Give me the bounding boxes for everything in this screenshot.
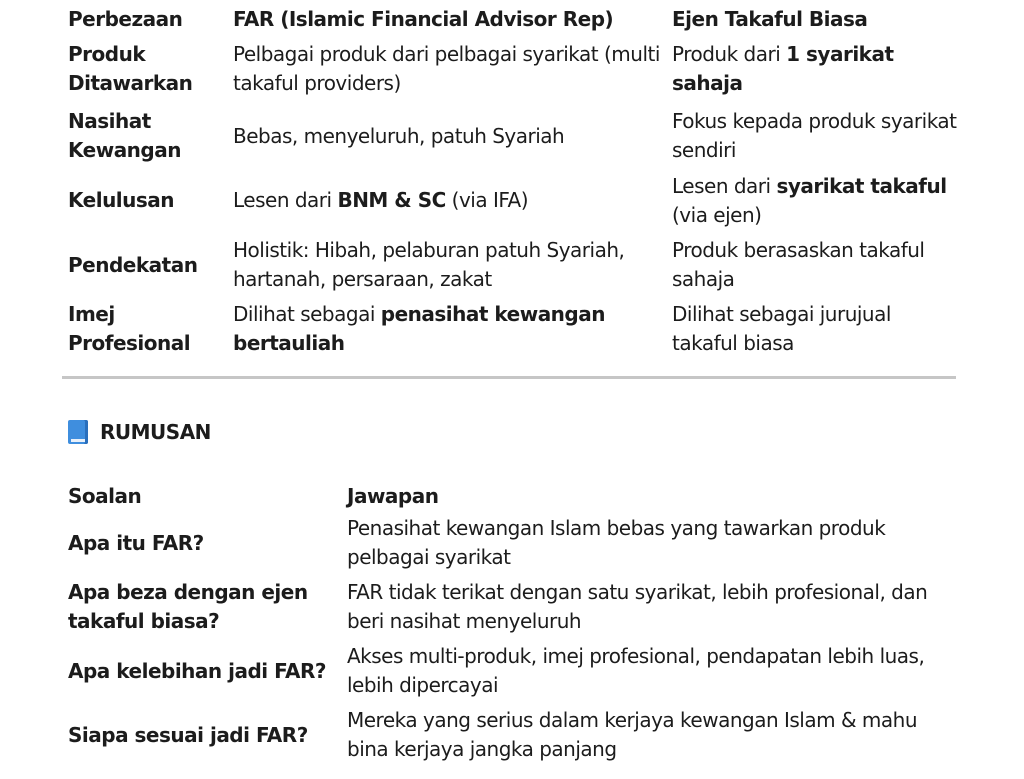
- header-ejen: Ejen Takaful Biasa: [672, 7, 868, 31]
- far-text: Lesen dari: [233, 188, 338, 212]
- answer-cell: Mereka yang serius dalam kerjaya kewangan Islam & mahu bina kerjaya jangka panjang: [347, 708, 917, 761]
- comparison-row-pendekatan: [68, 233, 958, 297]
- comparison-row-kelulusan: [68, 168, 958, 233]
- question-cell: Siapa sesuai jadi FAR?: [68, 722, 308, 747]
- ejen-cell: Produk berasaskan takaful sahaja: [672, 238, 925, 291]
- row-label: Kelulusan: [68, 188, 175, 212]
- far-bold-text: penasihat kewangan bertauliah: [233, 302, 605, 355]
- ejen-cell: [672, 172, 958, 230]
- header-perbezaan: Perbezaan: [68, 7, 183, 31]
- far-cell: [233, 300, 672, 358]
- comparison-table: [68, 5, 958, 361]
- answer-cell: Akses multi-produk, imej profesional, pendapatan lebih luas, lebih dipercayai: [347, 644, 925, 697]
- summary-table: [68, 481, 958, 767]
- comparison-header-row: [68, 5, 958, 34]
- ejen-text: Produk dari: [672, 42, 787, 66]
- header-jawapan: Jawapan: [347, 483, 439, 508]
- ejen-bold-text: syarikat takaful: [776, 173, 947, 198]
- comparison-row-nasihat: [68, 104, 958, 168]
- summary-row: [68, 703, 958, 767]
- blue-book-icon: [68, 420, 88, 444]
- far-bold-text: BNM & SC: [337, 188, 446, 212]
- ejen-text: Lesen dari: [672, 173, 777, 198]
- answer-cell: Penasihat kewangan Islam bebas yang tawarkan produk pelbagai syarikat: [347, 516, 886, 569]
- far-text: Dilihat sebagai: [233, 302, 381, 326]
- far-cell: Holistik: Hibah, pelaburan patuh Syariah, hartanah, persaraan, zakat: [233, 238, 625, 291]
- question-cell: Apa itu FAR?: [68, 530, 204, 555]
- summary-row: [68, 639, 958, 703]
- comparison-row-imej: [68, 297, 958, 361]
- ejen-text-post: (via ejen): [672, 202, 762, 227]
- comparison-row-produk: [68, 34, 958, 104]
- far-cell: Bebas, menyeluruh, patuh Syariah: [233, 123, 565, 148]
- ejen-cell: Fokus kepada produk syarikat sendiri: [672, 109, 957, 162]
- section-divider: [62, 376, 956, 379]
- ejen-cell: Dilihat sebagai jurujual takaful biasa: [672, 302, 891, 355]
- row-label: Imej Profesional: [68, 302, 191, 355]
- rumusan-title: RUMUSAN: [100, 420, 211, 444]
- ejen-cell: [672, 40, 958, 98]
- row-label: Produk Ditawarkan: [68, 42, 193, 95]
- row-label: Nasihat Kewangan: [68, 109, 181, 162]
- far-cell: [233, 186, 672, 215]
- summary-header-row: [68, 481, 958, 511]
- ejen-bold-text: 1 syarikat sahaja: [672, 42, 894, 95]
- header-soalan: Soalan: [68, 483, 142, 508]
- far-cell: Pelbagai produk dari pelbagai syarikat (multi takaful providers): [233, 42, 660, 95]
- summary-row: [68, 575, 958, 639]
- question-cell: Apa beza dengan ejen takaful biasa?: [68, 580, 308, 633]
- rumusan-heading: [68, 418, 211, 446]
- header-far: FAR (Islamic Financial Advisor Rep): [233, 7, 614, 31]
- answer-cell: FAR tidak terikat dengan satu syarikat, lebih profesional, dan beri nasihat menyeluruh: [347, 580, 928, 633]
- summary-row: [68, 511, 958, 575]
- row-label: Pendekatan: [68, 252, 198, 277]
- question-cell: Apa kelebihan jadi FAR?: [68, 658, 326, 683]
- far-text-post: (via IFA): [445, 188, 529, 212]
